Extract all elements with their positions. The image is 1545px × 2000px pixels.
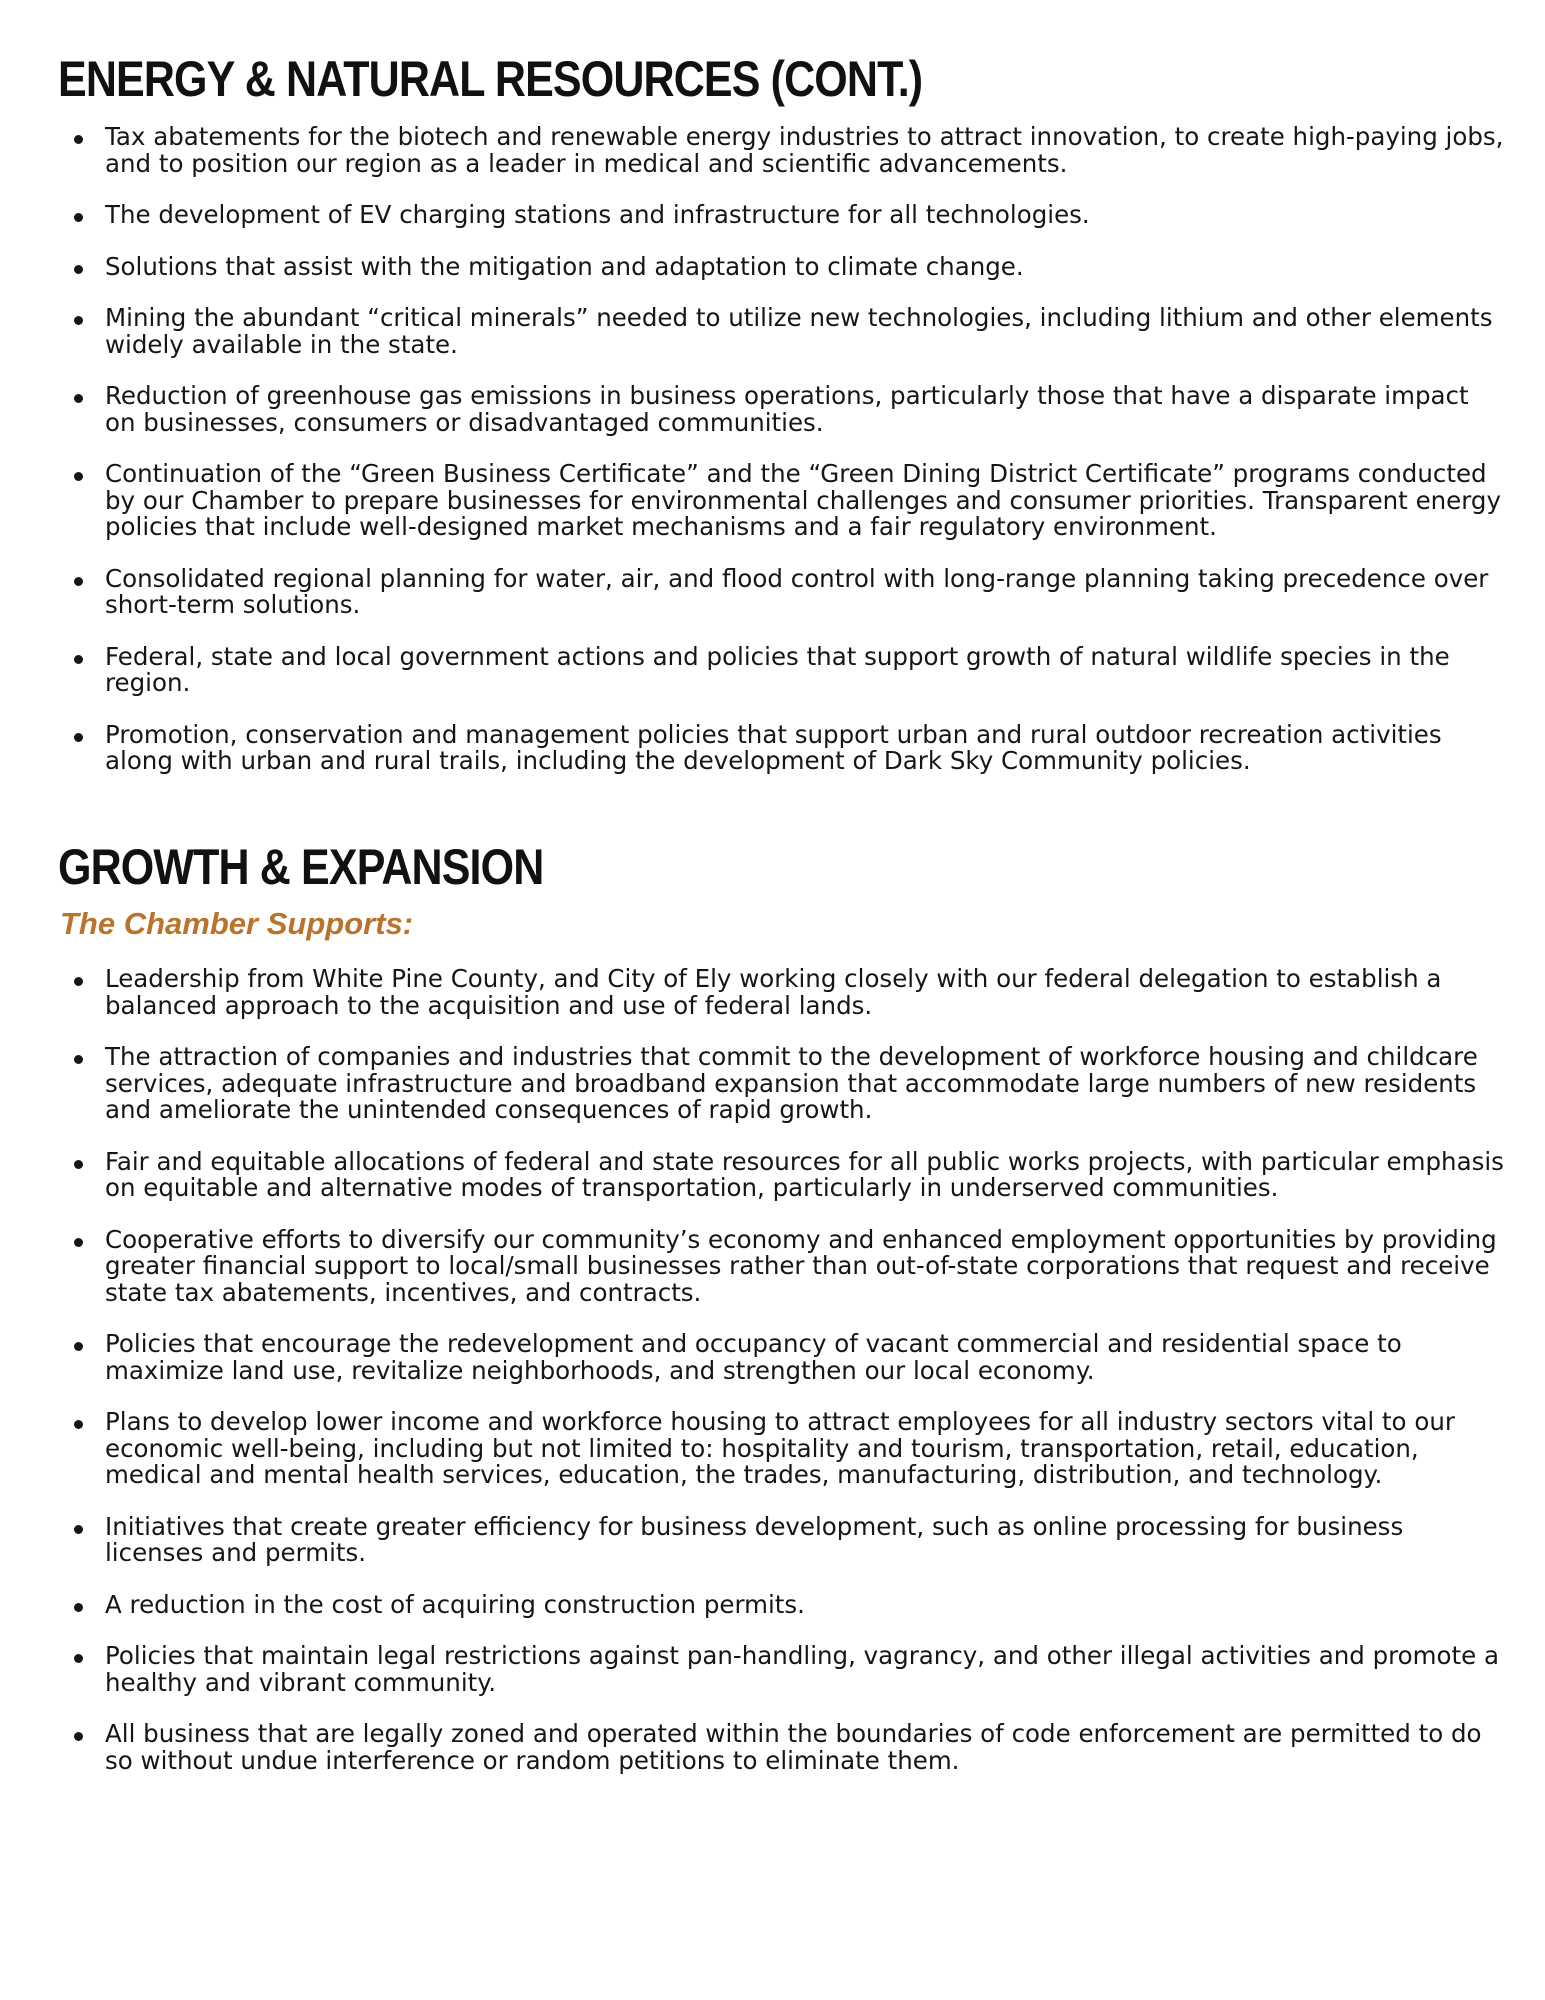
bullet-icon	[74, 977, 83, 986]
bullet-icon	[74, 316, 83, 325]
bullet-icon	[74, 265, 83, 274]
list-item-text: Continuation of the “Green Business Certificate” and the “Green Dining District Certificate” programs conducted by our Chamber to prepare businesses for environmental challenges and consumer priorities. Transparent energy policies that include well-designed market mechanisms and a fair regulatory environment.	[105, 459, 1501, 541]
bullet-icon	[74, 1732, 83, 1741]
bullet-icon	[74, 472, 83, 481]
list-item	[0, 641, 1545, 697]
list-item-text: Mining the abundant “critical minerals” needed to utilize new technologies, including lithium and other elements widely available in the state.	[105, 303, 1493, 359]
growth-section-subtitle: The Chamber Supports:	[60, 906, 414, 941]
list-item	[0, 719, 1545, 775]
bullet-icon	[74, 1525, 83, 1534]
list-item-text: A reduction in the cost of acquiring construction permits.	[105, 1589, 805, 1619]
bullet-icon	[74, 1420, 83, 1429]
list-item	[0, 563, 1545, 619]
list-item-text: Policies that maintain legal restrictions against pan-handling, vagrancy, and other illegal activities and promote a healthy and vibrant community.	[105, 1641, 1499, 1697]
list-item	[0, 1044, 1545, 1124]
bullet-icon	[74, 213, 83, 222]
list-item-text: Solutions that assist with the mitigation and adaptation to climate change.	[105, 251, 1024, 281]
list-item	[0, 966, 1545, 1019]
list-item-text: Fair and equitable allocations of federal and state resources for all public works projects, with particular emphasis on equitable and alternative modes of transportation, particularly in underserved communities.	[105, 1146, 1504, 1202]
bullet-icon	[74, 733, 83, 742]
bullet-icon	[74, 135, 83, 144]
list-item-text: Federal, state and local government actions and policies that support growth of natural wildlife species in the region.	[105, 641, 1450, 697]
list-item-text: Consolidated regional planning for water, air, and flood control with long-range planning taking precedence over short-term solutions.	[105, 563, 1489, 619]
list-item-text: Plans to develop lower income and workforce housing to attract employees for all industry sectors vital to our economic well-being, including but not limited to: hospitality and tourism, transportation, retail, education, medical and mental health services, education, the trades, manufacturing, distribution, and technology.	[105, 1407, 1455, 1489]
list-item-text: The attraction of companies and industries that commit to the development of workforce housing and childcare services, adequate infrastructure and broadband expansion that accommodate large numbers of new residents and ameliorate the unintended consequences of rapid growth.	[105, 1042, 1478, 1124]
list-item	[0, 1331, 1545, 1384]
list-item	[0, 305, 1545, 358]
list-item	[0, 251, 1545, 281]
energy-bullet-list	[0, 124, 1545, 800]
list-item	[0, 1511, 1545, 1567]
list-item-text: Reduction of greenhouse gas emissions in business operations, particularly those that have a disparate impact on businesses, consumers or disadvantaged communities.	[105, 381, 1469, 437]
list-item	[0, 383, 1545, 436]
bullet-icon	[74, 394, 83, 403]
list-item	[0, 1643, 1545, 1696]
list-item	[0, 1721, 1545, 1774]
growth-bullet-list	[0, 966, 1545, 1799]
bullet-icon	[74, 1238, 83, 1247]
list-item-text: The development of EV charging stations and infrastructure for all technologies.	[105, 200, 1090, 229]
list-item-text: Leadership from White Pine County, and City of Ely working closely with our federal delegation to establish a balanced approach to the acquisition and use of federal lands.	[105, 964, 1442, 1020]
bullet-icon	[74, 1342, 83, 1351]
list-item-text: Tax abatements for the biotech and renewable energy industries to attract innovation, to create high-paying jobs, and to position our region as a leader in medical and scientific advancements.	[105, 122, 1504, 178]
list-item-text: Promotion, conservation and management policies that support urban and rural outdoor recreation activities along with urban and rural trails, including the development of Dark Sky Community policies.	[105, 719, 1442, 775]
energy-section-title: ENERGY & NATURAL RESOURCES (CONT.)	[58, 51, 923, 107]
list-item	[0, 124, 1545, 177]
list-item	[0, 1589, 1545, 1619]
bullet-icon	[74, 1654, 83, 1663]
list-item	[0, 1146, 1545, 1202]
bullet-icon	[74, 655, 83, 664]
bullet-icon	[74, 1160, 83, 1169]
list-item-text: Cooperative efforts to diversify our community’s economy and enhanced employment opportunities by providing greater financial support to local/small businesses rather than out-of-state corporations that request and receive state tax abatements, incentives, and contracts.	[105, 1224, 1497, 1307]
list-item	[0, 202, 1545, 229]
list-item	[0, 1224, 1545, 1307]
bullet-icon	[74, 1603, 83, 1612]
list-item	[0, 1409, 1545, 1489]
list-item	[0, 461, 1545, 541]
bullet-icon	[74, 1055, 83, 1064]
list-item-text: Policies that encourage the redevelopment and occupancy of vacant commercial and residential space to maximize land use, revitalize neighborhoods, and strengthen our local economy.	[105, 1329, 1402, 1385]
list-item-text: Initiatives that create greater efficiency for business development, such as online processing for business licenses and permits.	[105, 1511, 1404, 1567]
list-item-text: All business that are legally zoned and operated within the boundaries of code enforcement are permitted to do so without undue interference or random petitions to eliminate them.	[105, 1719, 1482, 1775]
growth-section-title: GROWTH & EXPANSION	[58, 839, 544, 895]
bullet-icon	[74, 577, 83, 586]
